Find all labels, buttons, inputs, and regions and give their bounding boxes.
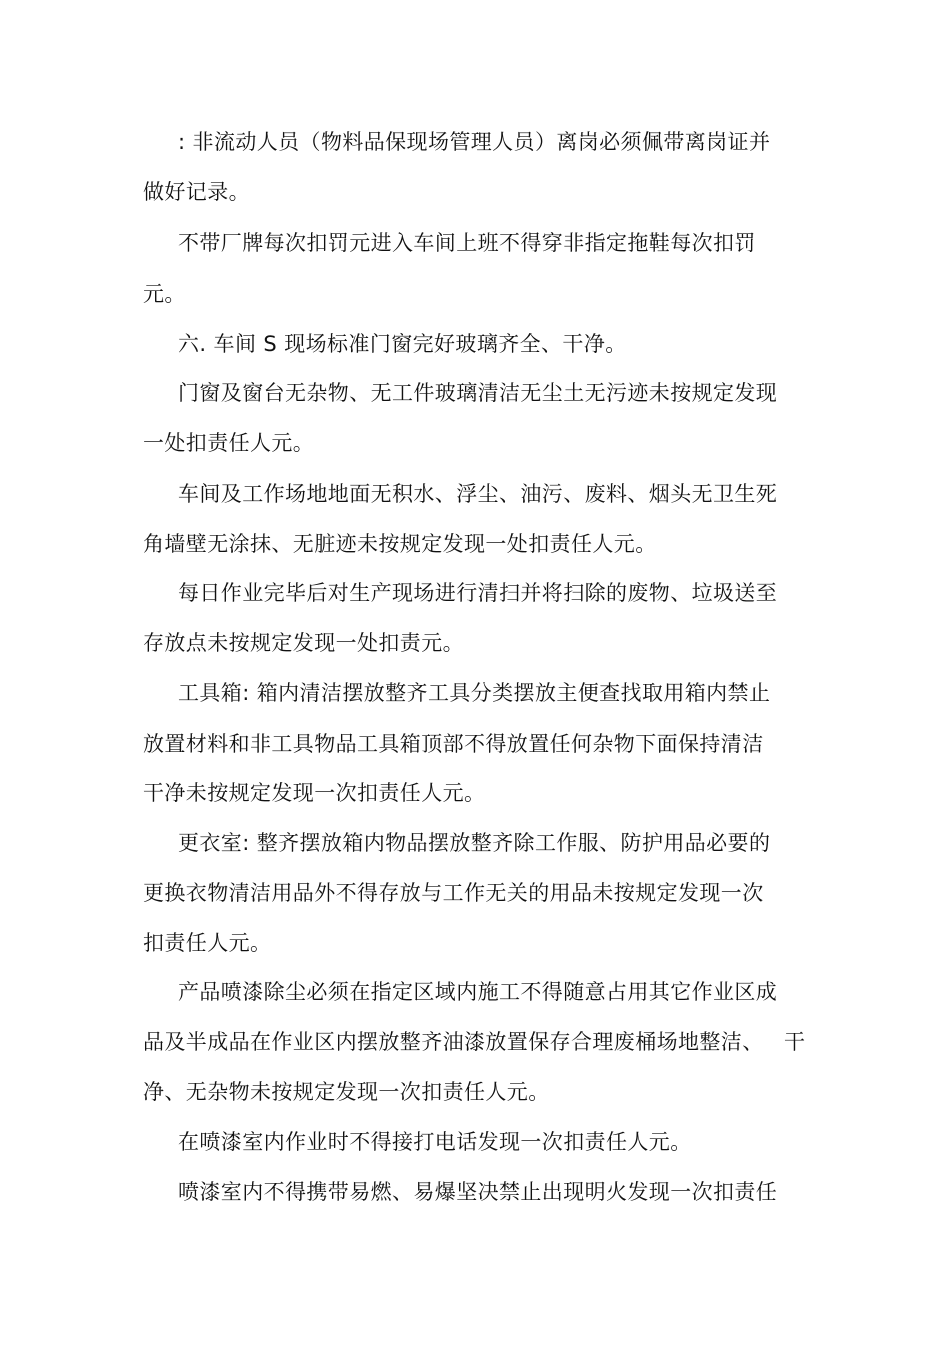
text-line: 品及半成品在作业区内摆放整齐油漆放置保存合理废桶场地整洁、 bbox=[143, 1030, 764, 1054]
text-line: 干净未按规定发现一次扣责任人元。 bbox=[143, 781, 486, 805]
text-line: 放置材料和非工具物品工具箱顶部不得放置任何杂物下面保持清洁 bbox=[143, 732, 764, 756]
text-line: : 非流动人员（物料品保现场管理人员）离岗必须佩带离岗证并 bbox=[178, 130, 771, 154]
text-line: 存放点未按规定发现一处扣责元。 bbox=[143, 631, 464, 655]
text-line: 产品喷漆除尘必须在指定区域内施工不得随意占用其它作业区成 bbox=[178, 980, 778, 1004]
text-line: 喷漆室内不得携带易燃、易爆坚决禁止出现明火发现一次扣责任 bbox=[178, 1180, 778, 1204]
text-line: 每日作业完毕后对生产现场进行清扫并将扫除的废物、垃圾送至 bbox=[178, 581, 778, 605]
text-line: 角墙壁无涂抹、无脏迹未按规定发现一处扣责任人元。 bbox=[143, 532, 657, 556]
text-line: 净、无杂物未按规定发现一次扣责任人元。 bbox=[143, 1080, 550, 1104]
text-line: 元。 bbox=[143, 282, 186, 306]
section-heading: 六. 车间 S 现场标准门窗完好玻璃齐全、干净。 bbox=[178, 332, 627, 356]
text-line: 一处扣责任人元。 bbox=[143, 431, 315, 455]
text-line: 更衣室: 整齐摆放箱内物品摆放整齐除工作服、防护用品必要的 bbox=[178, 831, 771, 855]
text-line: 扣责任人元。 bbox=[143, 931, 272, 955]
text-line: 不带厂牌每次扣罚元进入车间上班不得穿非指定拖鞋每次扣罚 bbox=[178, 231, 756, 255]
text-line: 在喷漆室内作业时不得接打电话发现一次扣责任人元。 bbox=[178, 1130, 692, 1154]
text-line: 工具箱: 箱内清洁摆放整齐工具分类摆放主便查找取用箱内禁止 bbox=[178, 681, 771, 705]
text-line: 门窗及窗台无杂物、无工件玻璃清洁无尘土无污迹未按规定发现 bbox=[178, 381, 778, 405]
text-line: 做好记录。 bbox=[143, 180, 250, 204]
text-line: 更换衣物清洁用品外不得存放与工作无关的用品未按规定发现一次 bbox=[143, 881, 764, 905]
text-line: 车间及工作场地地面无积水、浮尘、油污、废料、烟头无卫生死 bbox=[178, 482, 778, 506]
text-line-fragment: 干 bbox=[784, 1030, 806, 1054]
